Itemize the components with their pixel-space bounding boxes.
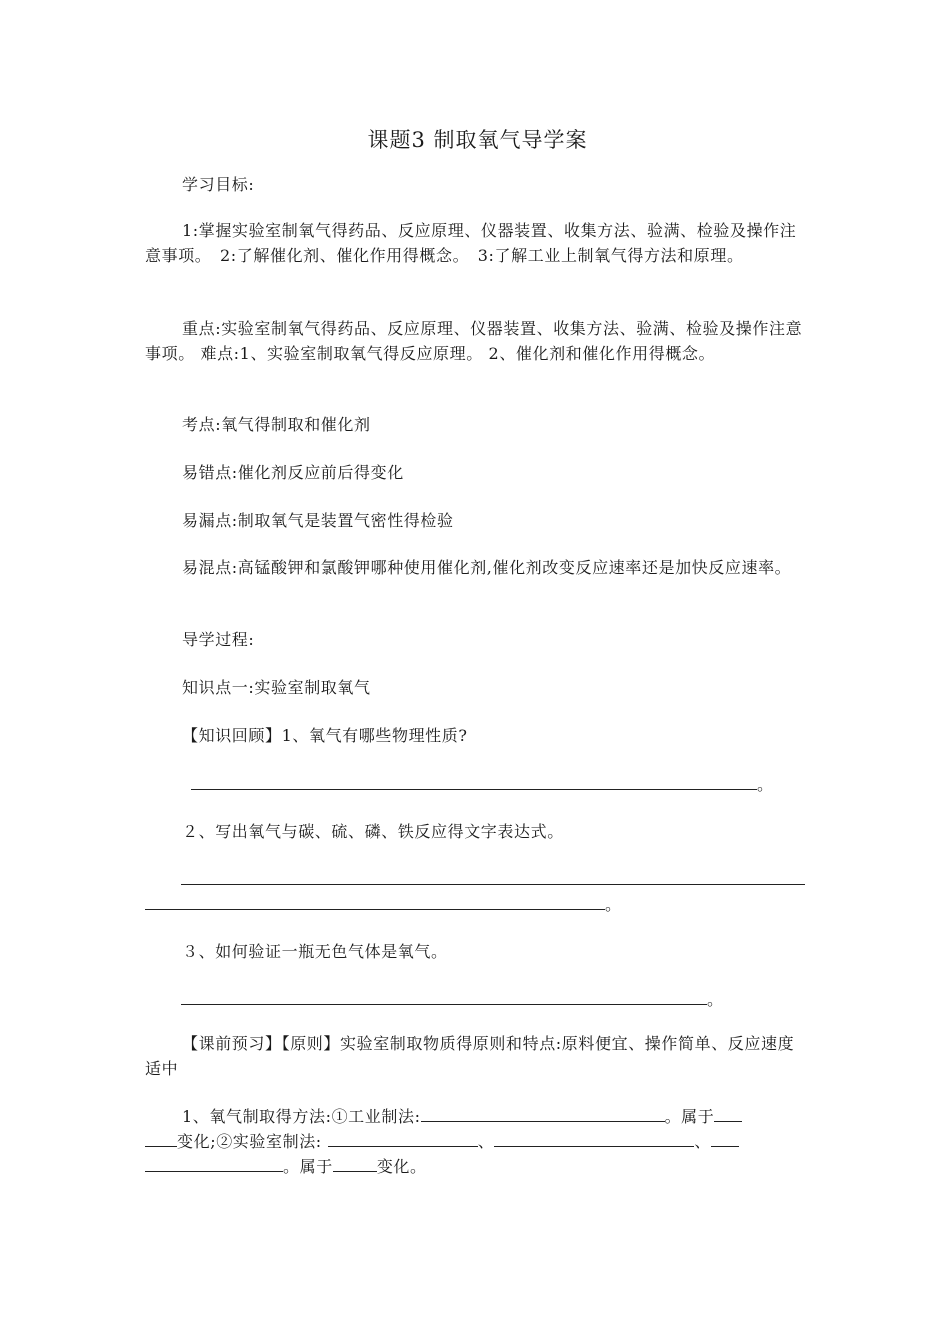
page-title: 课题3 制取氧气导学案 <box>367 128 588 152</box>
exam-points: 考点:氧气得制取和催化剂 <box>182 415 371 434</box>
method-line-2 <box>145 1128 810 1154</box>
answer-blank[interactable] <box>181 986 707 1005</box>
change-label: 变化。 <box>376 1157 427 1176</box>
period: 。 <box>605 895 622 914</box>
change-type-blank-b[interactable] <box>145 1128 177 1147</box>
preview-text: 【课前预习】【原则】实验室制取物质得原则和特点:原料便宜、操作简单、反应速度适中 <box>145 1034 795 1078</box>
confusion-points: 易混点:高锰酸钾和氯酸钾哪种使用催化剂,催化剂改变反应速率还是加快反应速率。 <box>182 558 792 577</box>
change-label: 变化;②实验室制法: <box>177 1132 322 1151</box>
industrial-method-blank[interactable] <box>421 1103 665 1122</box>
process-heading: 导学过程: <box>182 630 255 649</box>
answer-line-2b[interactable] <box>145 891 810 917</box>
method-line-3 <box>145 1153 810 1179</box>
lab-method-blank-3b[interactable] <box>145 1153 283 1172</box>
period: 。 <box>757 775 774 794</box>
method-line-1 <box>145 1103 810 1129</box>
answer-blank[interactable] <box>145 891 605 910</box>
comma: 、 <box>477 1132 495 1151</box>
knowledge-point-1: 知识点一:实验室制取氧气 <box>182 678 371 697</box>
comma: 、 <box>694 1132 712 1151</box>
review-question-3: ３、如何验证一瓶无色气体是氧气。 <box>182 942 448 961</box>
lab-method-blank-3a[interactable] <box>711 1128 739 1147</box>
objectives-heading: 学习目标: <box>182 175 255 194</box>
answer-blank[interactable] <box>181 866 805 885</box>
lab-method-blank-2[interactable] <box>494 1128 694 1147</box>
key-points-text: 重点:实验室制氧气得药品、反应原理、仪器装置、收集方法、验满、检验及操作注意事项。 难点:1、实验室制取氧气得反应原理。 2、催化剂和催化作用得概念。 <box>145 319 803 363</box>
error-points: 易错点:催化剂反应前后得变化 <box>182 463 404 482</box>
method-label: 1、氧气制取得方法:①工业制法: <box>182 1107 421 1126</box>
answer-line-2a[interactable] <box>145 866 810 892</box>
belongs-to-label: 。属于 <box>283 1157 333 1176</box>
review-question-1: 【知识回顾】1、氧气有哪些物理性质? <box>182 726 468 745</box>
objectives-text: 1:掌握实验室制氧气得药品、反应原理、仪器装置、收集方法、验满、检验及操作注意事项。 2:了解催化剂、催化作用得概念。 3:了解工业上制氧气得方法和原理。 <box>145 221 797 265</box>
belongs-to-label: 。属于 <box>664 1107 715 1126</box>
change-type-blank-a[interactable] <box>714 1103 742 1122</box>
omission-points: 易漏点:制取氧气是装置气密性得检验 <box>182 511 454 530</box>
change-type-blank-c[interactable] <box>333 1153 377 1172</box>
answer-blank[interactable] <box>191 771 757 790</box>
lab-method-blank-1[interactable] <box>328 1128 478 1147</box>
answer-line-1[interactable] <box>145 771 810 797</box>
review-question-2: ２、写出氧气与碳、硫、磷、铁反应得文字表达式。 <box>182 822 564 841</box>
answer-line-3[interactable] <box>145 986 810 1012</box>
period: 。 <box>707 990 724 1009</box>
